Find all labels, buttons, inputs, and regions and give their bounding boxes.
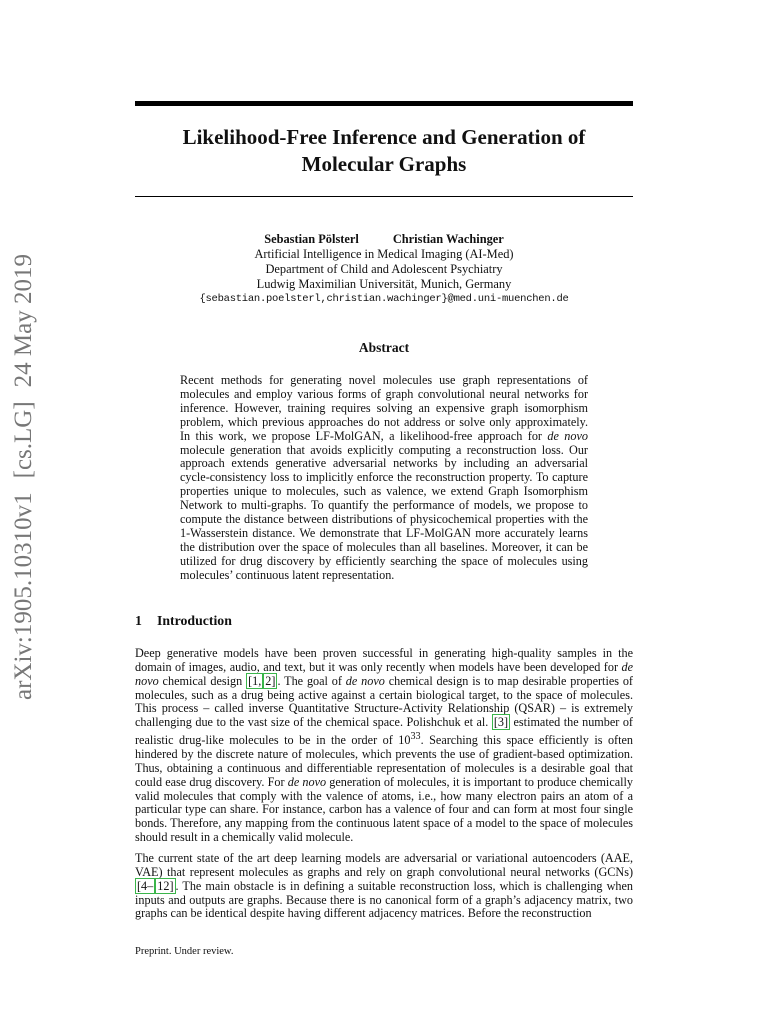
abstract-text-part-2: molecule generation that avoids explicitly computing a reconstruction loss. Our approach extends generative adversarial networks by including an adversarial cycle-consistency loss to implicitly enforce the reconstruction property. To capture properties unique to molecules, such as valence, we extend Graph Isomorphism Network to multi-graphs. To quantify the performance of models, we propose to compute the distance between distributions of physicochemical properties with the 1-Wasserstein distance. We demonstrate that LF-MolGAN more accurately learns the distribution over the space of molecules than all baselines. Moreover, it can be utilized for drug discovery by efficiently searching the space of molecules using molecules’ continuous latent representation. [180,442,588,582]
citation-link[interactable]: 2] [265,673,276,688]
abstract-text-part-1: Recent methods for generating novel molecules use graph representations of molecules and employ various forms of graph convolutional neural networks for inference. However, training requires solving an expensive graph isomorphism problem, which previous approaches do not address or solve only approximately. In this work, we propose LF-MolGAN, a likelihood-free approach for [180,373,588,443]
p1-text-a: Deep generative models have been proven successful in generating high-quality samples in the domain of images, audio, and text, but it was only recently when models have been developed for [135,646,633,674]
arxiv-id: arXiv:1905.10310v1 [10,492,37,700]
title-line-2: Molecular Graphs [301,152,467,176]
p1-text-f: . Searching this space efficiently is often hindered by the discrete nature of molecules, which prevents the use of gradient-based optimization. Thus, obtaining a continuous and differentiable representation of molecules is a desirable goal that could ease drug discovery. For [135,733,633,789]
intro-paragraph-2 [135,852,633,921]
p1-text-b: chemical design [158,673,247,688]
abstract-text [180,374,588,583]
top-rule [135,101,633,106]
p1-emphasis-2: de novo [345,673,385,688]
paper-title [135,124,633,178]
section-number: 1 [135,613,142,628]
intro-paragraph-1 [135,647,633,845]
arxiv-date: 24 May 2019 [10,253,37,388]
citation-link[interactable]: [1, [248,673,262,688]
abstract-heading: Abstract [358,340,410,355]
p2-text-b: . The main obstacle is in defining a suitable reconstruction loss, which is challenging when inputs and outputs are graphs. Because there is no canonical form of a graph’s adjacency matrix, two graphs can be identical despite having different adjacency matrices. Before the reconstruction [135,878,633,921]
section-title: Introduction [157,613,232,628]
affiliation-1: Artificial Intelligence in Medical Imaging (AI-Med) [254,247,514,261]
arxiv-sidebar-stamp [9,253,39,700]
section-heading-introduction [135,613,232,629]
affiliation-3: Ludwig Maximilian Universität, Munich, Germany [256,277,512,291]
p2-text-a: The current state of the art deep learning models are adversarial or variational autoencoders (AAE, VAE) that represent molecules as graphs and rely on graph convolutional neural networks (GCNs) [135,851,633,879]
p1-text-c: . The goal of [277,673,346,688]
p1-text-d: chemical design is to map desirable properties of molecules, such as a drug being active against a certain biological target, to the space of molecules. This process – called inverse Quantitative Structure-Activity Relationship (QSAR) – is extremely challenging due to the vast size of the chemical space. Polishchuk et al. [135,673,633,730]
title-line-1: Likelihood-Free Inference and Generation of [182,125,586,149]
title-rule [135,196,633,197]
affiliation-2: Department of Child and Adolescent Psychiatry [265,262,503,276]
page-footer: Preprint. Under review. [135,946,234,957]
p1-text-g: generation of molecules, it is important to produce chemically valid molecules that comply with the valence of atoms, i.e., how many electron pairs an atom of a particular type can share. For instance, carbon has a valence of four and can form at most four single bonds. Therefore, any mapping from the continuous latent space of a model to the space of molecules should result in a chemically valid molecule. [135,774,633,845]
abstract-emphasis: de novo [547,428,588,443]
p1-emphasis-1: de novo [135,659,633,688]
p1-exponent: 33 [410,731,421,743]
citation-link[interactable]: [3] [493,715,509,730]
arxiv-category: [cs.LG] [10,401,37,479]
p1-text-e: estimated the number of realistic drug-like molecules to be in the order of 10 [135,715,633,748]
author-emails: {sebastian.poelsterl,christian.wachinger}@med.uni-muenchen.de [199,293,569,305]
author-1: Sebastian Pölsterl [264,232,359,246]
author-block [135,232,633,307]
author-names [135,232,633,247]
p1-emphasis-3: de novo [287,774,327,789]
author-2: Christian Wachinger [392,232,504,246]
citation-link[interactable]: 12] [157,878,174,893]
citation-link[interactable]: [4– [137,878,154,893]
